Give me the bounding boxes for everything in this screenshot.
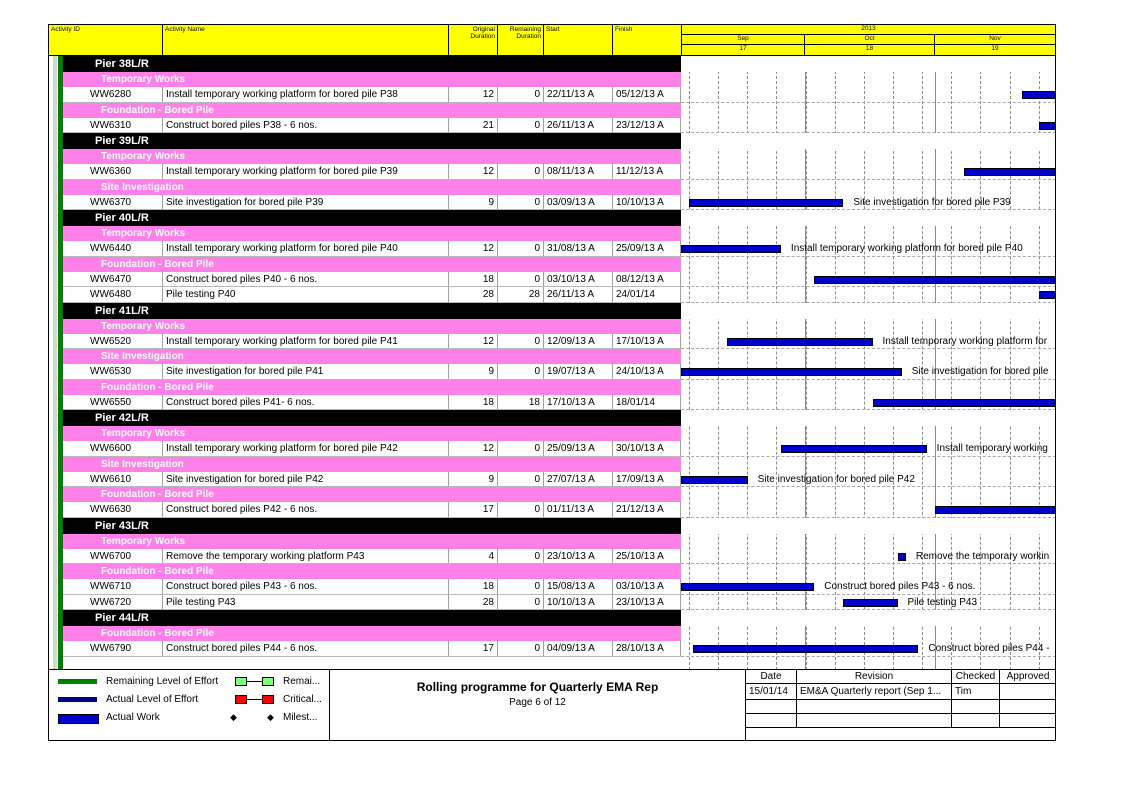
finish-cell: 25/09/13 A: [613, 241, 681, 256]
wbs-group-band[interactable]: Pier 41L/R: [63, 303, 681, 319]
activity-name-cell: Construct bored piles P38 - 6 nos.: [163, 118, 449, 133]
activity-name-cell: Install temporary working platform for bored pile P40: [163, 241, 449, 256]
activity-name-cell: Construct bored piles P44 - 6 nos.: [163, 641, 449, 656]
col-header-original-duration[interactable]: Original Duration: [448, 24, 498, 56]
rev-date: 15/01/14: [746, 684, 797, 700]
original-duration-cell: 4: [449, 549, 498, 564]
activity-row[interactable]: [63, 164, 681, 180]
start-cell: 22/11/13 A: [544, 87, 613, 102]
actual-work-bar[interactable]: [1039, 291, 1056, 299]
activity-id-cell: WW6520: [63, 334, 163, 349]
finish-cell: 24/01/14: [613, 287, 681, 302]
wbs-subgroup-band[interactable]: Foundation - Bored Pile: [63, 257, 681, 272]
rev-empty-cell: [952, 714, 1000, 728]
activity-row[interactable]: [63, 641, 681, 657]
activity-id-cell: WW6630: [63, 502, 163, 517]
activity-id-cell: WW6550: [63, 395, 163, 410]
remaining-duration-cell: 0: [498, 441, 544, 456]
activity-id-cell: WW6480: [63, 287, 163, 302]
bar-label: Construct bored piles P44 -: [928, 643, 1050, 654]
outline-strip: [48, 56, 52, 670]
gantt-row-separator: [681, 594, 1056, 595]
timeline-period-18: 18: [804, 44, 935, 56]
finish-cell: 17/10/13 A: [613, 334, 681, 349]
activity-id-cell: WW6280: [63, 87, 163, 102]
gantt-group-row: [681, 610, 1056, 626]
start-cell: 25/09/13 A: [544, 441, 613, 456]
actual-loe-swatch: [58, 697, 97, 702]
remaining-duration-cell: 0: [498, 641, 544, 656]
remaining-duration-cell: 0: [498, 334, 544, 349]
activity-name-cell: Install temporary working platform for bored pile P39: [163, 164, 449, 179]
timeline-month-sep: Sep: [681, 34, 805, 45]
gantt-group-row: [681, 410, 1056, 426]
start-cell: 19/07/13 A: [544, 364, 613, 379]
timeline-month-oct: Oct: [804, 34, 935, 45]
remaining-duration-cell: 0: [498, 472, 544, 487]
gantt-group-row: [681, 518, 1056, 534]
original-duration-cell: 12: [449, 87, 498, 102]
rev-empty-cell: [746, 700, 797, 714]
col-header-start[interactable]: Start: [543, 24, 613, 56]
remaining-duration-cell: 0: [498, 118, 544, 133]
finish-cell: 23/10/13 A: [613, 595, 681, 610]
remaining-work-swatch-b: [262, 677, 274, 686]
activity-id-cell: WW6790: [63, 641, 163, 656]
actual-work-bar[interactable]: [814, 276, 1056, 284]
activity-name-cell: Construct bored piles P43 - 6 nos.: [163, 579, 449, 594]
activity-row[interactable]: [63, 441, 681, 457]
timeline-period-19: 19: [934, 44, 1056, 56]
remaining-work-link: [247, 681, 263, 682]
gantt-group-row: [681, 133, 1056, 149]
timeline-period-17: 17: [681, 44, 805, 56]
bar-label: Construct bored piles P43 - 6 nos.: [824, 581, 976, 592]
rev-empty-cell: [952, 700, 1000, 714]
rev-checked: Tim: [952, 684, 1000, 700]
actual-work-bar[interactable]: [681, 368, 902, 376]
start-cell: 15/08/13 A: [544, 579, 613, 594]
rev-approved: [1000, 684, 1056, 700]
remaining-duration-cell: 0: [498, 164, 544, 179]
rev-empty-cell: [797, 714, 952, 728]
rev-header-revision: Revision: [797, 670, 952, 684]
remaining-duration-cell: 0: [498, 502, 544, 517]
finish-cell: 25/10/13 A: [613, 549, 681, 564]
activity-name-cell: Site investigation for bored pile P42: [163, 472, 449, 487]
wbs-subgroup-band[interactable]: Temporary Works: [63, 534, 681, 549]
activity-row[interactable]: [63, 595, 681, 611]
activity-id-cell: WW6710: [63, 579, 163, 594]
original-duration-cell: 12: [449, 334, 498, 349]
actual-work-bar[interactable]: [689, 199, 843, 207]
finish-cell: 05/12/13 A: [613, 87, 681, 102]
gantt-chart: [681, 56, 1056, 670]
loe-strip-light: [53, 56, 57, 670]
wbs-subgroup-band[interactable]: Temporary Works: [63, 149, 681, 164]
gantt-row-separator: [681, 179, 1056, 180]
finish-cell: 21/12/13 A: [613, 502, 681, 517]
activity-row[interactable]: [63, 549, 681, 565]
activity-id-cell: WW6440: [63, 241, 163, 256]
bar-label: Install temporary working platform for bored pile P40: [790, 243, 1023, 254]
start-cell: 10/10/13 A: [544, 595, 613, 610]
finish-cell: 17/09/13 A: [613, 472, 681, 487]
legend-milestone: Milest...: [283, 712, 318, 723]
gantt-group-row: [681, 303, 1056, 319]
original-duration-cell: 9: [449, 364, 498, 379]
wbs-group-band[interactable]: Pier 44L/R: [63, 610, 681, 626]
col-header-finish[interactable]: Finish: [612, 24, 682, 56]
wbs-subgroup-band[interactable]: Site Investigation: [63, 457, 681, 472]
activity-id-cell: WW6310: [63, 118, 163, 133]
gantt-row-separator: [681, 102, 1056, 103]
activity-id-cell: WW6600: [63, 441, 163, 456]
actual-work-bar[interactable]: [1022, 91, 1056, 99]
activity-name-cell: Site investigation for bored pile P41: [163, 364, 449, 379]
original-duration-cell: 18: [449, 395, 498, 410]
rev-header-approved: Approved: [1000, 670, 1056, 684]
finish-cell: 11/12/13 A: [613, 164, 681, 179]
finish-cell: 10/10/13 A: [613, 195, 681, 210]
activity-name-cell: Install temporary working platform for bored pile P42: [163, 441, 449, 456]
start-cell: 03/10/13 A: [544, 272, 613, 287]
actual-work-swatch: [58, 714, 99, 724]
rev-empty-cell: [1000, 700, 1056, 714]
wbs-group-band[interactable]: Pier 43L/R: [63, 518, 681, 534]
start-cell: 26/11/13 A: [544, 287, 613, 302]
milestone-diamond-icon: ◆: [230, 712, 237, 722]
gantt-row-separator: [681, 256, 1056, 257]
original-duration-cell: 21: [449, 118, 498, 133]
finish-cell: 24/10/13 A: [613, 364, 681, 379]
activity-name-cell: Pile testing P40: [163, 287, 449, 302]
bar-label: Site investigation for bored pile: [911, 366, 1049, 377]
finish-cell: 30/10/13 A: [613, 441, 681, 456]
title-block: [330, 670, 746, 740]
activity-name-cell: Site investigation for bored pile P39: [163, 195, 449, 210]
actual-work-bar[interactable]: [873, 399, 1056, 407]
remaining-duration-cell: 0: [498, 87, 544, 102]
original-duration-cell: 28: [449, 595, 498, 610]
activity-name-cell: Construct bored piles P40 - 6 nos.: [163, 272, 449, 287]
original-duration-cell: 18: [449, 579, 498, 594]
report-title: Rolling programme for Quarterly EMA Rep: [416, 680, 659, 694]
original-duration-cell: 12: [449, 441, 498, 456]
start-cell: 26/11/13 A: [544, 118, 613, 133]
legend: [48, 670, 330, 740]
finish-cell: 08/12/13 A: [613, 272, 681, 287]
activity-row[interactable]: [63, 241, 681, 257]
gantt-row-separator: [681, 348, 1056, 349]
bar-label: Site investigation for bored pile P39: [853, 196, 1011, 208]
wbs-subgroup-band[interactable]: Temporary Works: [63, 72, 681, 87]
activity-name-cell: Install temporary working platform for bored pile P38: [163, 87, 449, 102]
finish-cell: 18/01/14: [613, 395, 681, 410]
bar-label: Remove the temporary workin: [915, 550, 1050, 562]
activity-id-cell: WW6700: [63, 549, 163, 564]
activity-name-cell: Construct bored piles P41- 6 nos.: [163, 395, 449, 410]
gantt-row-separator: [681, 286, 1056, 287]
remaining-loe-swatch: [58, 679, 97, 684]
wbs-subgroup-band[interactable]: Temporary Works: [63, 319, 681, 334]
original-duration-cell: 17: [449, 502, 498, 517]
activity-row[interactable]: [63, 472, 681, 488]
activity-id-cell: WW6720: [63, 595, 163, 610]
finish-cell: 03/10/13 A: [613, 579, 681, 594]
activity-row[interactable]: [63, 195, 681, 211]
legend-remaining-work: Remai...: [283, 676, 321, 687]
activity-row[interactable]: [63, 87, 681, 103]
actual-work-bar[interactable]: [693, 645, 918, 653]
wbs-subgroup-band[interactable]: Foundation - Bored Pile: [63, 487, 681, 502]
rev-empty-cell: [1000, 714, 1056, 728]
gantt-row-separator: [681, 486, 1056, 487]
rev-header-date: Date: [746, 670, 797, 684]
wbs-group-band[interactable]: Pier 42L/R: [63, 410, 681, 426]
wbs-subgroup-band[interactable]: Foundation - Bored Pile: [63, 564, 681, 579]
wbs-subgroup-band[interactable]: Foundation - Bored Pile: [63, 103, 681, 118]
original-duration-cell: 12: [449, 241, 498, 256]
activity-name-cell: Remove the temporary working platform P43: [163, 549, 449, 564]
activity-id-cell: WW6370: [63, 195, 163, 210]
wbs-subgroup-band[interactable]: Temporary Works: [63, 226, 681, 241]
wbs-group-band[interactable]: Pier 40L/R: [63, 210, 681, 226]
milestone-diamond-icon: ◆: [267, 712, 274, 722]
start-cell: 01/11/13 A: [544, 502, 613, 517]
actual-work-bar[interactable]: [781, 445, 927, 453]
gantt-group-row: [681, 210, 1056, 226]
remaining-duration-cell: 28: [498, 287, 544, 302]
wbs-subgroup-band[interactable]: Foundation - Bored Pile: [63, 626, 681, 641]
activity-name-cell: Pile testing P43: [163, 595, 449, 610]
activity-id-cell: WW6610: [63, 472, 163, 487]
col-header-remaining-duration[interactable]: Remaining Duration: [497, 24, 544, 56]
gantt-row-separator: [681, 379, 1056, 380]
actual-work-bar[interactable]: [964, 168, 1056, 176]
activity-row[interactable]: [63, 502, 681, 518]
original-duration-cell: 9: [449, 472, 498, 487]
actual-work-bar[interactable]: [727, 338, 873, 346]
activity-row[interactable]: [63, 364, 681, 380]
activity-id-cell: WW6530: [63, 364, 163, 379]
wbs-group-band[interactable]: Pier 38L/R: [63, 56, 681, 72]
legend-remaining-loe: Remaining Level of Effort: [106, 676, 219, 687]
rev-empty-cell: [746, 714, 797, 728]
rev-description: EM&A Quarterly report (Sep 1...: [797, 684, 952, 700]
remaining-duration-cell: 0: [498, 595, 544, 610]
start-cell: 17/10/13 A: [544, 395, 613, 410]
page-number: Page 6 of 12: [509, 697, 566, 708]
original-duration-cell: 12: [449, 164, 498, 179]
wbs-subgroup-band[interactable]: Temporary Works: [63, 426, 681, 441]
start-cell: 23/10/13 A: [544, 549, 613, 564]
gantt-row-separator: [681, 656, 1056, 657]
actual-work-bar[interactable]: [935, 506, 1056, 514]
actual-work-bar[interactable]: [898, 553, 906, 561]
actual-work-bar[interactable]: [681, 476, 748, 484]
remaining-duration-cell: 0: [498, 241, 544, 256]
remaining-work-swatch-a: [235, 677, 247, 686]
gantt-group-row: [681, 56, 1056, 72]
original-duration-cell: 17: [449, 641, 498, 656]
remaining-duration-cell: 0: [498, 195, 544, 210]
activity-name-cell: Construct bored piles P42 - 6 nos.: [163, 502, 449, 517]
actual-work-bar[interactable]: [1039, 122, 1056, 130]
activity-row[interactable]: [63, 118, 681, 134]
activity-row[interactable]: [63, 287, 681, 303]
wbs-subgroup-band[interactable]: Foundation - Bored Pile: [63, 380, 681, 395]
activity-row[interactable]: [63, 272, 681, 288]
start-cell: 12/09/13 A: [544, 334, 613, 349]
actual-work-bar[interactable]: [681, 583, 814, 591]
activity-row[interactable]: [63, 579, 681, 595]
wbs-subgroup-band[interactable]: Site Investigation: [63, 349, 681, 364]
finish-cell: 23/12/13 A: [613, 118, 681, 133]
activity-id-cell: WW6360: [63, 164, 163, 179]
timeline-month-nov: Nov: [934, 34, 1056, 45]
timeline-year: 2013: [681, 24, 1056, 35]
activity-id-cell: WW6470: [63, 272, 163, 287]
gantt-row-separator: [681, 456, 1056, 457]
rev-empty-cell: [797, 700, 952, 714]
remaining-duration-cell: 0: [498, 549, 544, 564]
bar-label: Install temporary working: [936, 443, 1048, 454]
activity-row[interactable]: [63, 334, 681, 350]
start-cell: 03/09/13 A: [544, 195, 613, 210]
original-duration-cell: 28: [449, 287, 498, 302]
start-cell: 31/08/13 A: [544, 241, 613, 256]
bar-label: Site investigation for bored pile P42: [757, 473, 915, 485]
critical-swatch-a: [235, 695, 247, 704]
wbs-group-band[interactable]: Pier 39L/R: [63, 133, 681, 149]
remaining-duration-cell: 0: [498, 579, 544, 594]
activity-row[interactable]: [63, 395, 681, 411]
remaining-duration-cell: 0: [498, 272, 544, 287]
original-duration-cell: 9: [449, 195, 498, 210]
remaining-duration-cell: 0: [498, 364, 544, 379]
original-duration-cell: 18: [449, 272, 498, 287]
start-cell: 08/11/13 A: [544, 164, 613, 179]
activity-name-cell: Install temporary working platform for bored pile P41: [163, 334, 449, 349]
wbs-subgroup-band[interactable]: Site Investigation: [63, 180, 681, 195]
legend-actual-work: Actual Work: [106, 712, 160, 723]
col-header-activity-name[interactable]: Activity Name: [162, 24, 449, 56]
critical-link: [247, 699, 263, 700]
bar-label: Pile testing P43: [907, 596, 978, 608]
gantt-row-separator: [681, 563, 1056, 564]
start-cell: 27/07/13 A: [544, 472, 613, 487]
remaining-duration-cell: 18: [498, 395, 544, 410]
actual-work-bar[interactable]: [843, 599, 897, 607]
revision-table: [746, 670, 1056, 740]
legend-actual-loe: Actual Level of Effort: [106, 694, 199, 705]
rev-header-checked: Checked: [952, 670, 1000, 684]
finish-cell: 28/10/13 A: [613, 641, 681, 656]
col-header-activity-id[interactable]: Activity ID: [48, 24, 163, 56]
start-cell: 04/09/13 A: [544, 641, 613, 656]
bar-label: Install temporary working platform for: [882, 335, 1048, 347]
critical-swatch-b: [262, 695, 274, 704]
legend-critical: Critical...: [283, 694, 322, 705]
actual-work-bar[interactable]: [681, 245, 781, 253]
